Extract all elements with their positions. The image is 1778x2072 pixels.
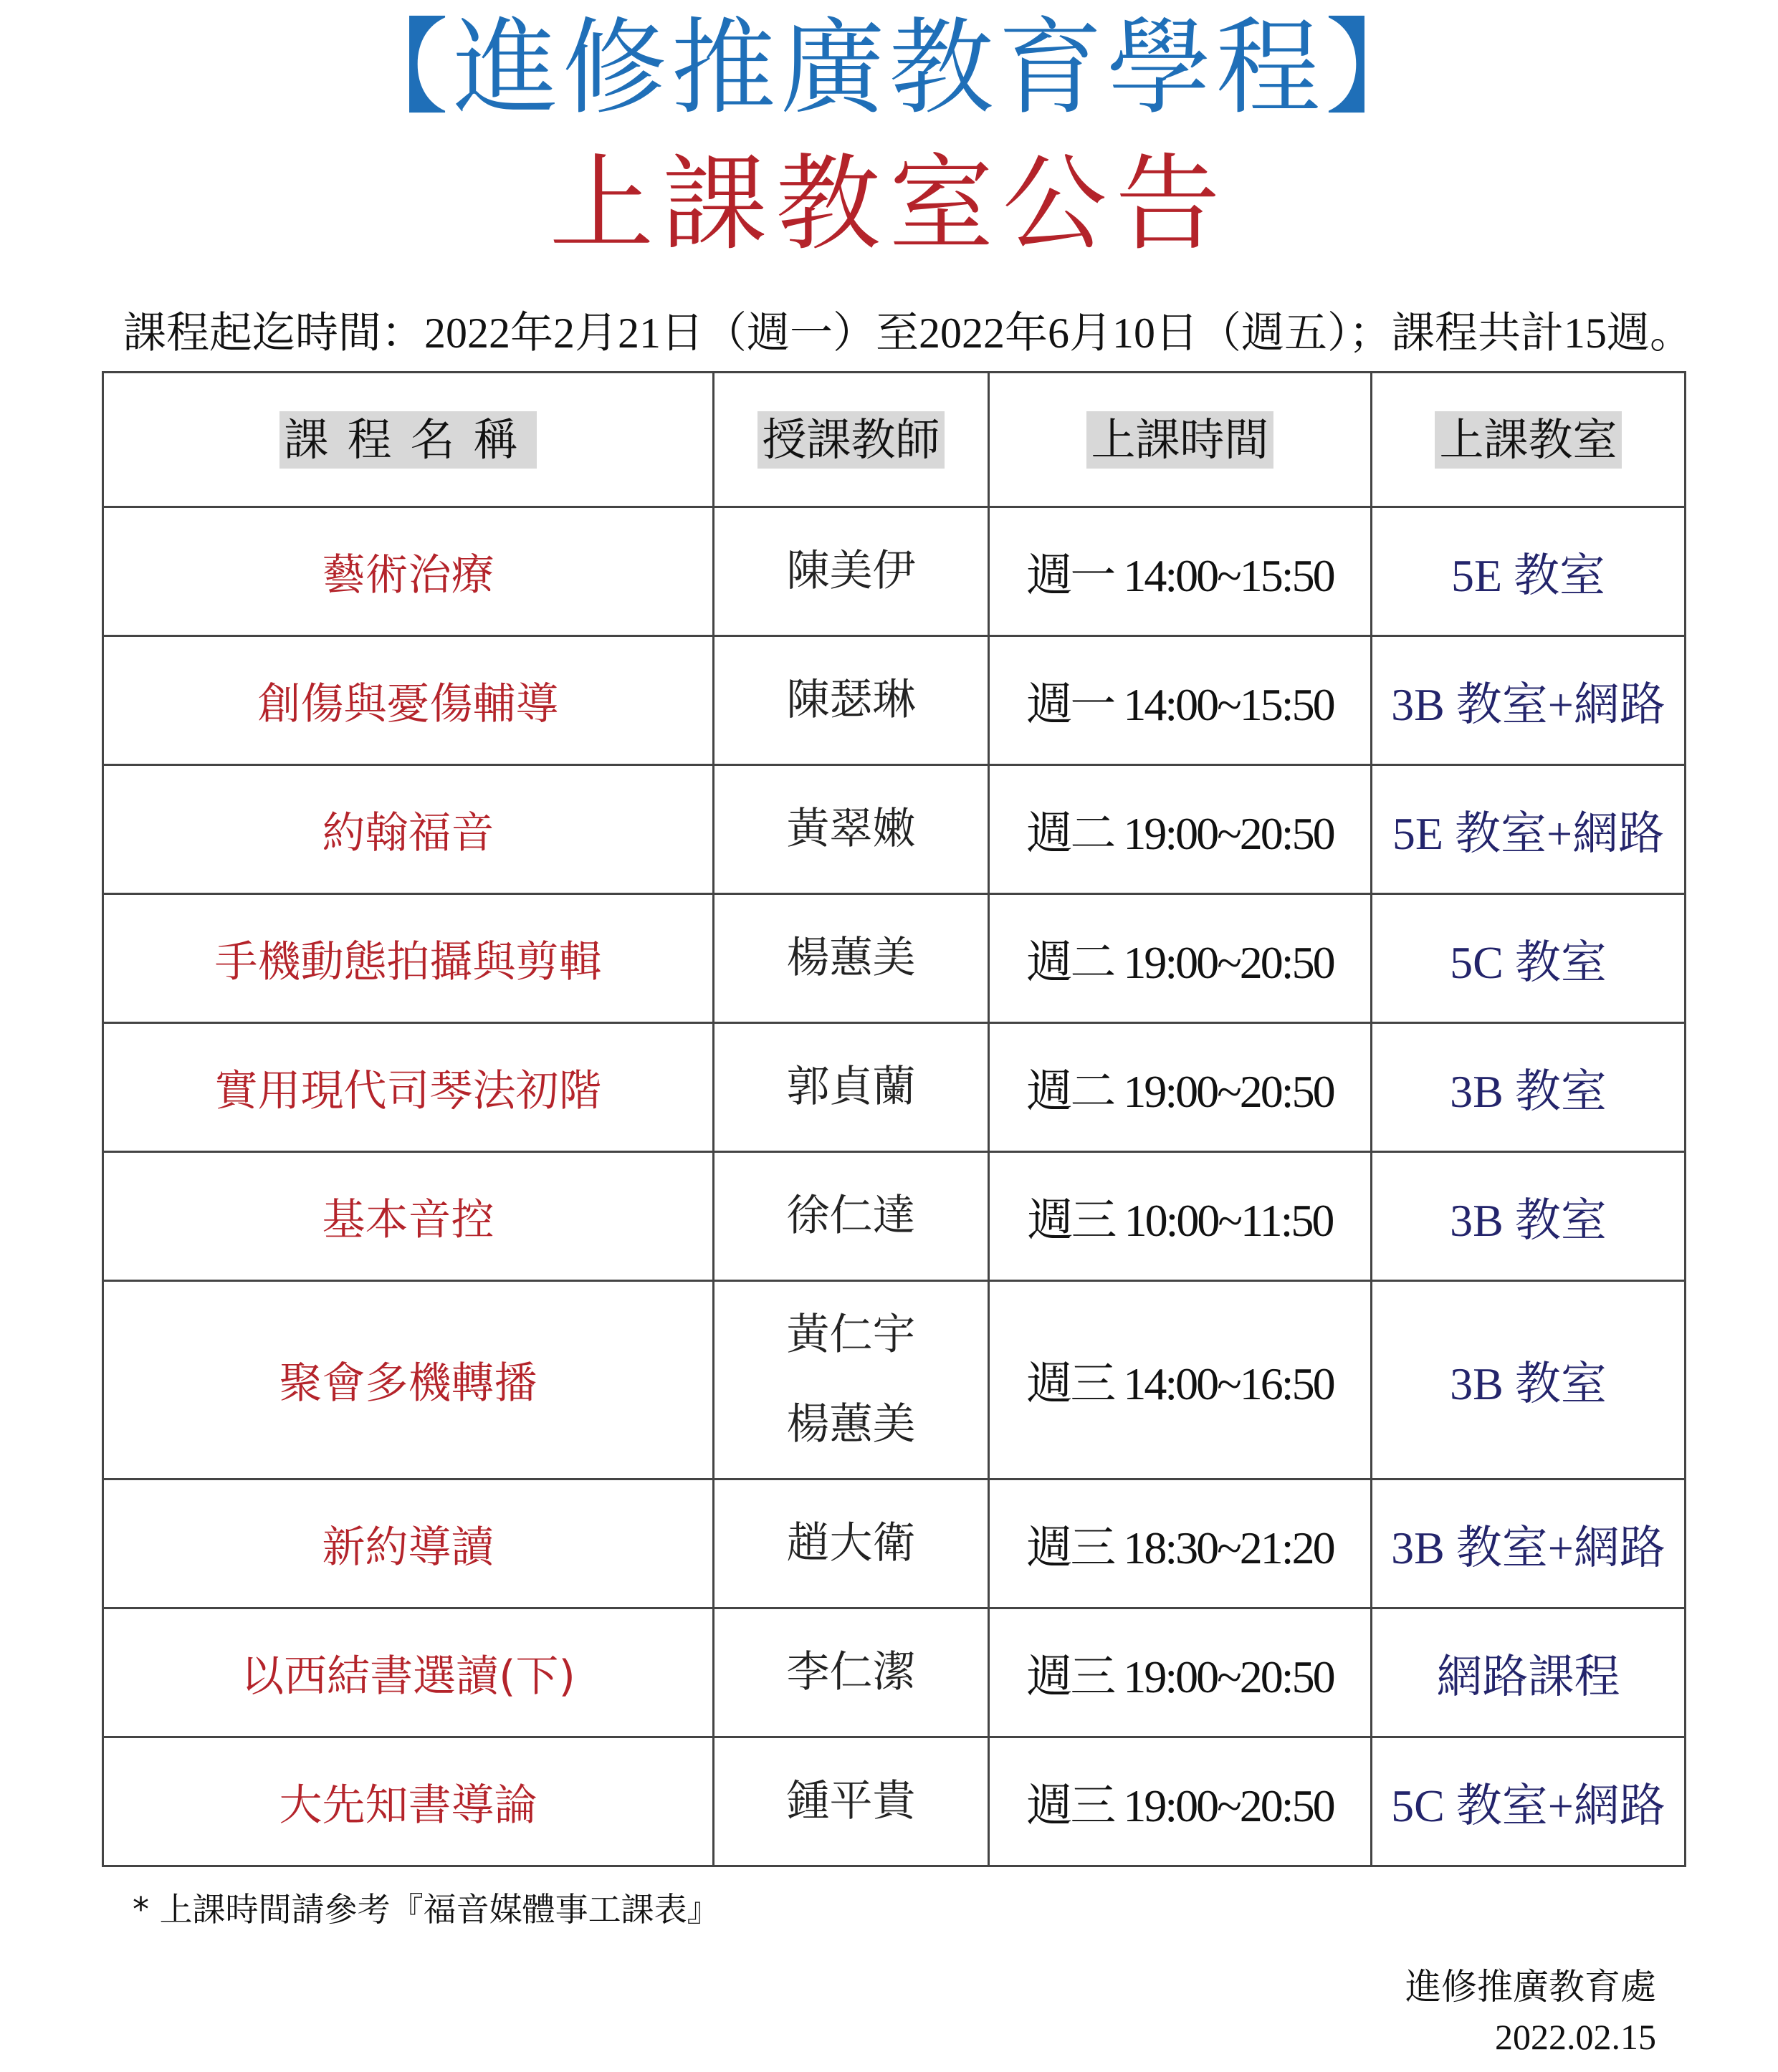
table-row <box>103 1152 1686 1281</box>
classroom: 網路課程 <box>1372 1608 1686 1737</box>
table-row <box>103 765 1686 894</box>
header-time: 上課時間 <box>1086 411 1273 469</box>
schedule-table <box>102 371 1686 1867</box>
course-name: 大先知書導論 <box>103 1737 714 1866</box>
issuer-block <box>1405 1962 1656 2062</box>
teacher-name: 趙大衛 <box>714 1479 989 1608</box>
table-row <box>103 894 1686 1023</box>
class-time: 週三 19:00~20:50 <box>989 1608 1372 1737</box>
class-time: 週三 14:00~16:50 <box>989 1281 1372 1479</box>
classroom: 3B 教室 <box>1372 1152 1686 1281</box>
classroom: 3B 教室 <box>1372 1281 1686 1479</box>
table-header-row <box>103 373 1686 507</box>
teacher-name: 徐仁達 <box>714 1152 989 1281</box>
header-room-cell <box>1372 373 1686 507</box>
teacher-cell <box>714 1281 989 1479</box>
class-time: 週二 19:00~20:50 <box>989 765 1372 894</box>
table-body <box>103 507 1686 1866</box>
table-row <box>103 1479 1686 1608</box>
table-row <box>103 507 1686 636</box>
table-row <box>103 1737 1686 1866</box>
course-name: 實用現代司琴法初階 <box>103 1023 714 1152</box>
classroom: 3B 教室+網路 <box>1372 1479 1686 1608</box>
class-time: 週二 19:00~20:50 <box>989 894 1372 1023</box>
class-time: 週一 14:00~15:50 <box>989 636 1372 765</box>
class-time: 週一 14:00~15:50 <box>989 507 1372 636</box>
classroom: 3B 教室+網路 <box>1372 636 1686 765</box>
page-subtitle: 上課教室公告 <box>549 143 1229 265</box>
page-title: 【進修推廣教育學程】 <box>344 7 1434 129</box>
classroom: 5C 教室+網路 <box>1372 1737 1686 1866</box>
classroom: 5E 教室 <box>1372 507 1686 636</box>
header-course-cell <box>103 373 714 507</box>
teacher-name: 陳瑟琳 <box>714 636 989 765</box>
course-name: 以西結書選讀(下) <box>103 1608 714 1737</box>
classroom: 5C 教室 <box>1372 894 1686 1023</box>
header-teacher-cell <box>714 373 989 507</box>
class-time: 週二 19:00~20:50 <box>989 1023 1372 1152</box>
course-name: 創傷與憂傷輔導 <box>103 636 714 765</box>
class-time: 週三 19:00~20:50 <box>989 1737 1372 1866</box>
class-time: 週三 18:30~21:20 <box>989 1479 1372 1608</box>
teacher-name: 黃仁宇 <box>786 1310 916 1360</box>
classroom: 5E 教室+網路 <box>1372 765 1686 894</box>
teacher-name-secondary: 楊蕙美 <box>786 1399 916 1449</box>
header-time-cell <box>989 373 1372 507</box>
teacher-name: 黃翠嫩 <box>714 765 989 894</box>
header-course-name: 課程名稱 <box>279 411 536 469</box>
teacher-name: 李仁潔 <box>714 1608 989 1737</box>
teacher-name: 郭貞蘭 <box>714 1023 989 1152</box>
issue-date: 2022.02.15 <box>1495 2017 1656 2057</box>
header-teacher: 授課教師 <box>757 411 944 469</box>
class-time: 週三 10:00~11:50 <box>989 1152 1372 1281</box>
course-period: 課程起迄時間：2022年2月21日（週一）至2022年6月10日（週五）；課程共計15週。 <box>123 310 1693 357</box>
table-row <box>103 636 1686 765</box>
teacher-name: 鍾平貴 <box>714 1737 989 1866</box>
header-room: 上課教室 <box>1435 411 1621 469</box>
table-row <box>103 1023 1686 1152</box>
course-name: 手機動態拍攝與剪輯 <box>103 894 714 1023</box>
course-name: 約翰福音 <box>103 765 714 894</box>
footnote: * 上課時間請參考『福音媒體事工課表』 <box>133 1890 720 1929</box>
course-name: 新約導讀 <box>103 1479 714 1608</box>
teacher-name: 陳美伊 <box>714 507 989 636</box>
teacher-name: 楊蕙美 <box>714 894 989 1023</box>
table-row <box>103 1281 1686 1479</box>
course-name: 基本音控 <box>103 1152 714 1281</box>
classroom: 3B 教室 <box>1372 1023 1686 1152</box>
course-name: 藝術治療 <box>103 507 714 636</box>
course-name: 聚會多機轉播 <box>103 1281 714 1479</box>
table-row <box>103 1608 1686 1737</box>
issuer-office: 進修推廣教育處 <box>1405 1967 1656 2007</box>
